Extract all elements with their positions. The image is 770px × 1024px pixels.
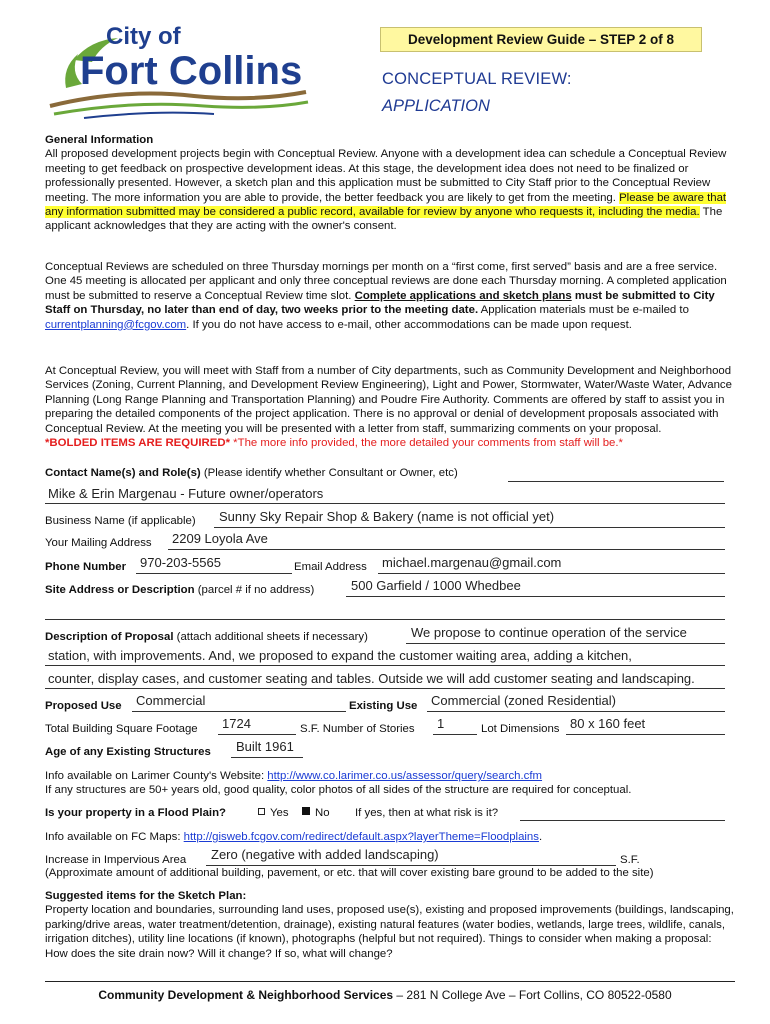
contact-label: Contact Name(s) and Role(s) (Please identify whether Consultant or Owner, etc) <box>45 467 458 479</box>
checkbox-empty-icon[interactable] <box>258 808 265 815</box>
fcmaps-link[interactable]: http://gisweb.fcgov.com/redirect/default.aspx?layerTheme=Floodplains <box>183 831 539 843</box>
existing-use-field[interactable]: Commercial (zoned Residential) <box>431 693 616 708</box>
lot-dimensions-label: Lot Dimensions <box>481 723 560 735</box>
stories-label: S.F. Number of Stories <box>300 723 415 735</box>
email-label: Email Address <box>294 561 367 573</box>
square-footage-line <box>218 734 296 735</box>
business-label: Business Name (if applicable) <box>45 515 196 527</box>
fcmaps-info: Info available on FC Maps: http://gisweb.fcgov.com/redirect/default.aspx?layerTheme=Floodplains. <box>45 831 543 843</box>
checkbox-checked-icon[interactable] <box>302 807 310 815</box>
phone-field[interactable]: 970-203-5565 <box>140 555 221 570</box>
phone-line <box>136 573 292 574</box>
step-banner: Development Review Guide – STEP 2 of 8 <box>380 27 702 52</box>
existing-use-label: Existing Use <box>349 700 418 712</box>
flood-plain-label: Is your property in a Flood Plain? <box>45 807 227 819</box>
flood-risk-label: If yes, then at what risk is it? <box>355 807 499 819</box>
impervious-label: Increase in Impervious Area <box>45 854 187 866</box>
proposed-use-field[interactable]: Commercial <box>136 693 206 708</box>
general-info-paragraph-2: Conceptual Reviews are scheduled on three Thursday mornings per month on a “first come, first served” basis and are a free service. One 45 meeting is allocated per applicant and only three conceptual reviews are done each Thursday morning. A completed application must be submitted to reserve a Conceptual Review time slot. Complete applications and sketch plans must be submitted to City Staff on Thursday, no later than end of day, two weeks prior to the meeting date. Application materials must be e-mailed to currentplanning@fcgov.com. If you do not have access to e-mail, other accommodations can be made upon request. <box>45 261 727 331</box>
flood-no-option[interactable]: No <box>302 807 330 819</box>
contact-line-1 <box>508 481 724 482</box>
lot-dimensions-field[interactable]: 80 x 160 feet <box>570 716 646 731</box>
contact-field[interactable]: Mike & Erin Margenau - Future owner/operators <box>48 486 324 501</box>
business-line <box>214 527 725 528</box>
flood-risk-line[interactable] <box>520 820 725 821</box>
impervious-field[interactable]: Zero (negative with added landscaping) <box>211 847 439 862</box>
age-field[interactable]: Built 1961 <box>236 739 294 754</box>
site-field[interactable]: 500 Garfield / 1000 Whedbee <box>351 578 521 593</box>
mailing-line <box>168 549 725 550</box>
sketch-plan-section <box>45 889 735 961</box>
email-line <box>378 573 725 574</box>
mailing-label: Your Mailing Address <box>45 537 152 549</box>
logo-text-city-of: City of <box>106 23 181 50</box>
sketch-plan-heading: Suggested items for the Sketch Plan: <box>45 890 247 902</box>
description-label: Description of Proposal (attach additional sheets if necessary) <box>45 631 368 643</box>
stories-line <box>433 734 477 735</box>
larimer-link[interactable]: http://www.co.larimer.co.us/assessor/query/search.cfm <box>267 770 543 782</box>
footer: Community Development & Neighborhood Services – 281 N College Ave – Fort Collins, CO 80522-0580 <box>98 988 672 1002</box>
public-record-notice: Please be aware that any information submitted may be considered a public record, available for review by anyone who requests it, including the media. <box>45 191 727 219</box>
email-link[interactable]: currentplanning@fcgov.com <box>45 318 187 331</box>
footer-divider <box>45 981 735 982</box>
sketch-plan-body: Property location and boundaries, surrounding land uses, proposed use(s), existing and proposed improvements (buildings, landscaping, parking/drive areas, water treatment/detention, drainage), existing natural features (water bodies, wetlands, large trees, wildlife, canals, irrigation ditches), utility line locations (if known), photographs (helpful but not required). Things to consider when making a proposal: How does the site drain now? Will it change? If so, what will change? <box>45 904 734 960</box>
description-field-line-1[interactable]: We propose to continue operation of the service <box>411 625 687 640</box>
required-note: *BOLDED ITEMS ARE REQUIRED* <box>45 437 231 450</box>
general-info-section <box>45 133 735 234</box>
mailing-field[interactable]: 2209 Loyola Ave <box>172 531 268 546</box>
contact-line-2 <box>45 503 725 504</box>
stories-field[interactable]: 1 <box>437 716 445 731</box>
square-footage-field[interactable]: 1724 <box>222 716 251 731</box>
age-line <box>231 757 303 758</box>
phone-label: Phone Number <box>45 561 127 573</box>
proposed-use-label: Proposed Use <box>45 700 122 712</box>
larimer-info: Info available on Larimer County's Website: http://www.co.larimer.co.us/assessor/query/search.cfm If any structures are 50+ years old, good quality, color photos of all sides of the structure are required for conceptual. <box>45 770 632 797</box>
description-line-3 <box>45 688 725 689</box>
description-field-line-2[interactable]: station, with improvements. And, we proposed to expand the customer waiting area, adding a kitchen, <box>48 648 632 663</box>
description-field-line-3[interactable]: counter, display cases, and customer seating and tables. Outside we will add customer seating and landscaping. <box>48 671 695 686</box>
site-line-2 <box>45 619 725 620</box>
site-label: Site Address or Description (parcel # if no address) <box>45 584 315 596</box>
age-label: Age of any Existing Structures <box>45 746 211 758</box>
business-field[interactable]: Sunny Sky Repair Shop & Bakery (name is not official yet) <box>219 509 555 524</box>
logo-text-fort-collins: Fort Collins <box>80 49 303 93</box>
email-field[interactable]: michael.margenau@gmail.com <box>382 555 562 570</box>
flood-yes-option[interactable]: Yes <box>258 807 289 819</box>
general-info-heading: General Information <box>45 134 154 146</box>
impervious-unit: S.F. <box>620 854 640 866</box>
description-line-2 <box>45 665 725 666</box>
general-info-paragraph-3: At Conceptual Review, you will meet with Staff from a number of City departments, such as Community Development and Neighborhood Services (Zoning, Current Planning, and Development Review Engineering), Light and Power, Stormwater, Water/Waste Water, Advance Planning (Long Range Planning and Transportation Planning) and Poudre Fire Authority. Comments are offered by staff to assist you in preparing the detailed components of the project application. There is no approval or denial of development proposals associated with Conceptual Review. At the meeting you will be presented with a letter from staff, summarizing comments on your proposal. *BOLDED ITEMS ARE REQUIRED* *The more info provided, the more detailed your comments from staff will be.* <box>45 365 732 450</box>
existing-use-line <box>427 711 725 712</box>
square-footage-label: Total Building Square Footage <box>45 723 198 735</box>
description-line-1 <box>406 643 725 644</box>
page-subtitle: APPLICATION <box>382 97 490 115</box>
page-title: CONCEPTUAL REVIEW: <box>382 70 572 88</box>
general-info-paragraph-1: All proposed development projects begin with Conceptual Review. Anyone with a development idea can schedule a Conceptual Review meeting to get feedback on prospective development ideas. At this stage, the development idea does not need to be finalized or professionally presented. However, a sketch plan and this application must be submitted to City Staff prior to the Conceptual Review meeting. The more information you are able to provide, the better feedback you are likely to get from the meeting. Please be aware that any information submitted may be considered a public record, available for review by anyone who requests it, including the media. The applicant acknowledges that they are acting with the owner's consent. <box>45 148 727 233</box>
lot-dimensions-line <box>566 734 725 735</box>
site-line-1 <box>346 596 725 597</box>
city-of-fort-collins-logo <box>44 14 314 126</box>
impervious-note: (Approximate amount of additional building, pavement, or etc. that will cover existing bare ground to be added to the site) <box>45 867 654 879</box>
proposed-use-line <box>132 711 346 712</box>
